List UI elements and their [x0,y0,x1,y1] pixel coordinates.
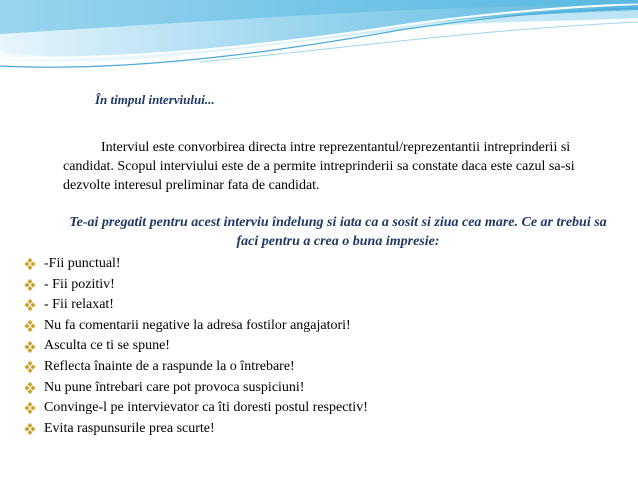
diamond-bullet-icon [22,320,38,332]
list-item-text: Asculta ce ti se spune! [44,338,170,354]
list-item [22,357,368,378]
list-item [22,254,368,275]
intro-paragraph-text: Interviul este convorbirea directa intre reprezentantul/reprezentantii intreprinderii si candidat. Scopul interviului este de a permite intreprinderii sa constate daca este cazul sa-si dezvolte interesul preliminar fata de candidat. [63,140,575,193]
diamond-bullet-icon [22,341,38,353]
list-item-text: -Fii punctual! [44,256,121,271]
list-item-text: - Fii relaxat! [44,297,114,313]
list-item [22,419,368,440]
header-wave-decoration [0,0,638,90]
list-item [22,398,368,419]
diamond-bullet-icon [22,279,38,291]
list-item [22,275,368,296]
slide-subtitle: În timpul interviului... [95,92,215,107]
list-item [22,316,368,337]
list-item-text: - Fii pozitiv! [44,276,115,292]
question-heading: Te-ai pregatit pentru acest interviu îndelung si iata ca a sosit si ziua cea mare. Ce ar trebui sa faci pentru a crea o buna impresie: [69,215,607,249]
diamond-bullet-icon [22,361,38,373]
diamond-bullet-icon [22,402,38,414]
list-item-text: Evita raspunsurile prea scurte! [44,420,215,436]
list-item [22,336,368,357]
diamond-bullet-icon [22,423,38,435]
list-item-text: Nu pune întrebari care pot provoca suspiciuni! [44,379,305,395]
diamond-bullet-icon [22,299,38,311]
list-item-text: Nu fa comentarii negative la adresa fostilor angajatori! [44,317,351,333]
list-item [22,295,368,316]
list-item [22,378,368,399]
intro-paragraph [63,138,608,195]
advice-list [22,254,368,439]
diamond-bullet-icon [22,382,38,394]
diamond-bullet-icon [22,258,38,270]
list-item-text: Reflecta înainte de a raspunde la o întrebare! [44,358,295,374]
list-item-text: Convinge-l pe intervievator ca îti doresti postul respectiv! [44,400,368,416]
